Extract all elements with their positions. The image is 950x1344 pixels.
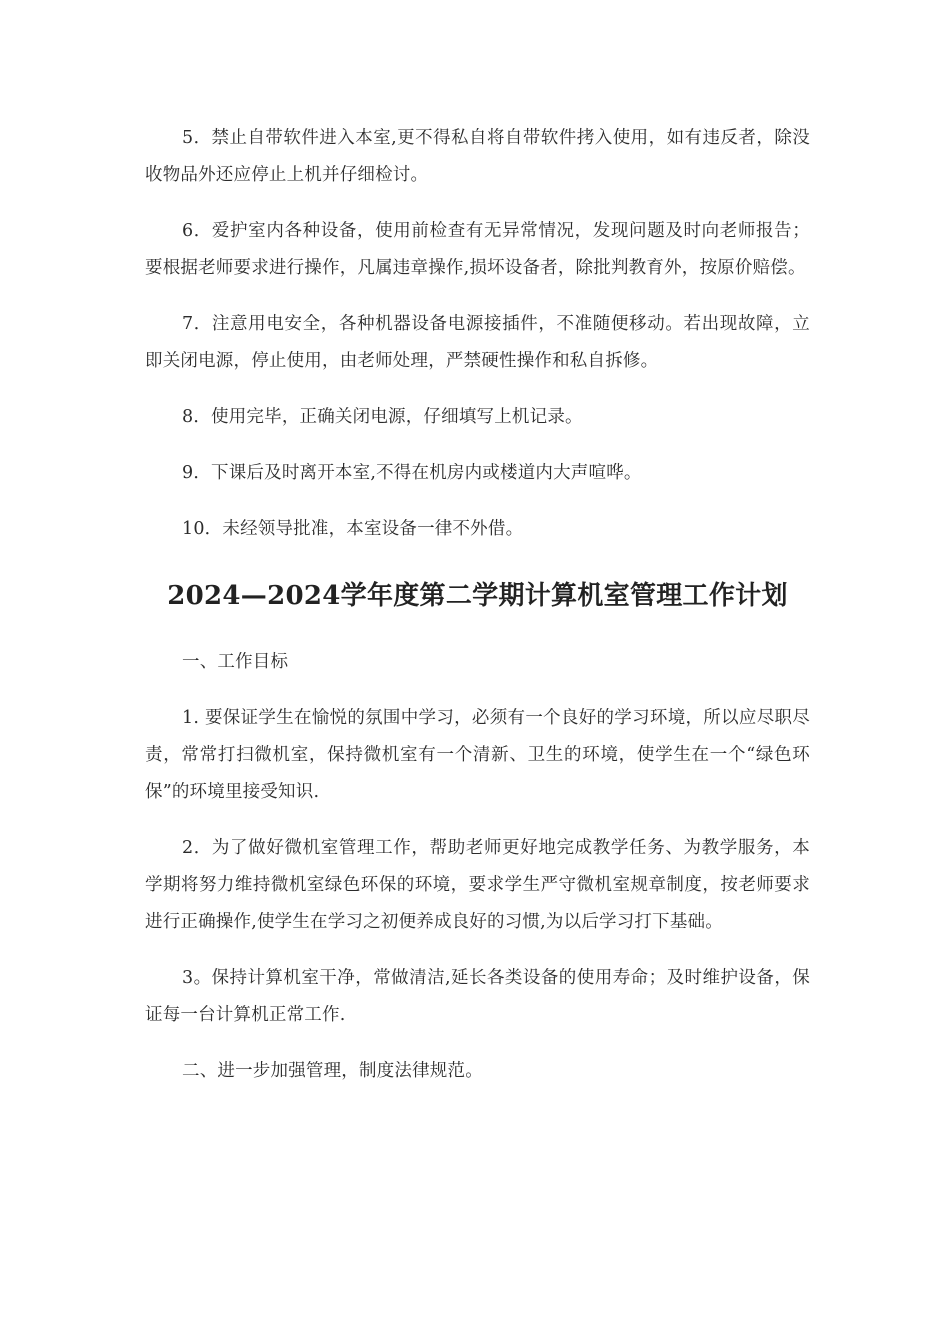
rule-paragraph-5: 5．禁止自带软件进入本室,更不得私自将自带软件拷入使用，如有违反者，除没收物品外还应停止上机并仔细检讨。 <box>145 128 810 185</box>
goal-paragraph-2: 2．为了做好微机室管理工作，帮助老师更好地完成教学任务、为教学服务，本学期将努力维持微机室绿色环保的环境，要求学生严守微机室规章制度，按老师要求进行正确操作,使学生在学习之初便养成良好的习惯,为以后学习打下基础。 <box>145 838 810 932</box>
rule-paragraph-8: 8．使用完毕，正确关闭电源，仔细填写上机记录。 <box>182 407 583 427</box>
goal-paragraph-3: 3。保持计算机室干净，常做清洁,延长各类设备的使用寿命；及时维护设备，保证每一台计算机正常工作. <box>145 968 810 1025</box>
rule-paragraph-7: 7．注意用电安全，各种机器设备电源接插件，不准随便移动。若出现故障，立即关闭电源，停止使用，由老师处理，严禁硬性操作和私自拆修。 <box>145 314 810 371</box>
section-heading-management: 二、进一步加强管理，制度法律规范。 <box>182 1061 483 1081</box>
goal-paragraph-1: 1. 要保证学生在愉悦的氛围中学习，必须有一个良好的学习环境，所以应尽职尽责，常常打扫微机室，保持微机室有一个清新、卫生的环境，使学生在一个“绿色环保”的环境里接受知识. <box>145 708 810 802</box>
rule-paragraph-6: 6．爱护室内各种设备，使用前检查有无异常情况，发现问题及时向老师报告；要根据老师要求进行操作，凡属违章操作,损坏设备者，除批判教育外，按原价赔偿。 <box>145 221 810 278</box>
rule-paragraph-10: 10．未经领导批准，本室设备一律不外借。 <box>182 519 524 539</box>
section-heading-goals: 一、工作目标 <box>182 652 289 672</box>
rule-paragraph-9: 9．下课后及时离开本室,不得在机房内或楼道内大声喧哗。 <box>182 463 642 483</box>
plan-title: 2024—2024学年度第二学期计算机室管理工作计划 <box>167 581 788 611</box>
document-body <box>145 120 810 1090</box>
